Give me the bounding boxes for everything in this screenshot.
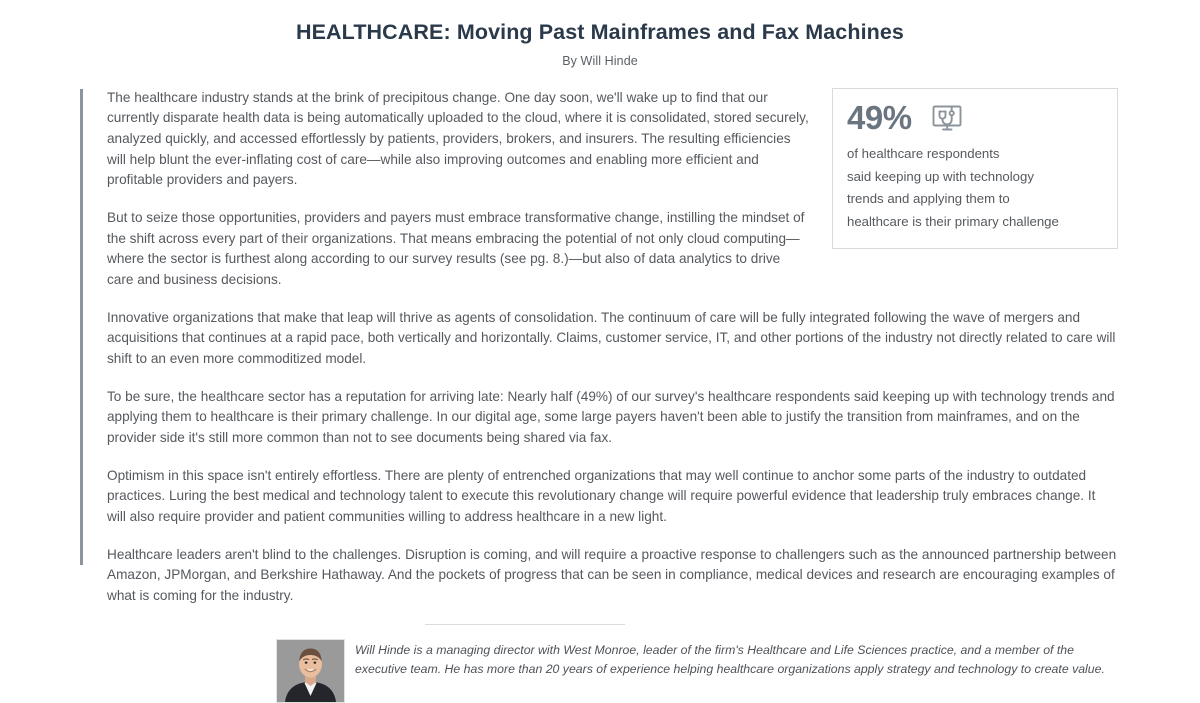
stat-callout-header — [847, 101, 1103, 135]
stat-callout-box — [832, 88, 1118, 249]
stat-line-1: of healthcare respondents — [847, 145, 1000, 161]
stat-line-3: trends and applying them to — [847, 191, 1010, 207]
article-body — [80, 88, 1118, 607]
bio-divider — [425, 624, 625, 625]
paragraph-3: Innovative organizations that make that leap will thrive as agents of consolidation. The continuum of care will be fully integrated following the wave of mergers and acquisitions that continues at a rapid pace, both vertically and horizontally. Claims, customer service, IT, and other portions of the industry not directly related to care will shift to an even more commoditized model. — [107, 309, 1116, 367]
left-accent-bar — [80, 89, 83, 565]
document-header — [0, 0, 1200, 68]
author-bio — [276, 639, 1106, 703]
avatar — [276, 639, 345, 703]
page-title: HEALTHCARE: Moving Past Mainframes and Fax Machines — [295, 20, 904, 44]
author-bio-text: Will Hinde is a managing director with West Monroe, leader of the firm's Healthcare and Life Sciences practice, and a member of the executive team. He has more than 20 years of experience helping healthcare organizations apply strategy and technology to create value. — [355, 642, 1105, 677]
stat-line-4: healthcare is their primary challenge — [847, 213, 1059, 229]
stat-line-2: said keeping up with technology — [847, 168, 1034, 184]
byline: By Will Hinde — [562, 53, 638, 68]
paragraph-5: Optimism in this space isn't entirely effortless. There are plenty of entrenched organizations that may well continue to anchor some parts of the industry to outdated practices. Luring the best medical and technology talent to execute this revolutionary change will require powerful evidence that leadership truly embraces change. It will also require provider and patient communities willing to address healthcare in a new light. — [107, 467, 1096, 524]
paragraph-2: But to seize those opportunities, providers and payers must embrace transformative change, instilling the mindset of the shift across every part of their organizations. That means embracing the potential of not only cloud computing—where the sector is furthest along according to our survey results (see pg. 8.)—but also of data analytics to drive care and business decisions. — [107, 210, 805, 288]
paragraph-1: The healthcare industry stands at the brink of precipitous change. One day soon, we'll wake up to find that our currently disparate health data is being automatically uploaded to the cloud, where it is consolidated, stored securely, analyzed quickly, and accessed effortlessly by patients, providers, brokers, and insurers. The resulting efficiencies will help blunt the ever-inflating cost of care—while also improving outcomes and enabling more efficient and profitable providers and payers. — [107, 89, 809, 188]
stat-value: 49% — [847, 99, 912, 137]
author-headshot-illustration — [277, 640, 344, 702]
paragraph-4: To be sure, the healthcare sector has a reputation for arriving late: Nearly half (49%) of our survey's healthcare respondents said keeping up with technology trends and applying them to healthcare is their primary challenge. In our digital age, some large payers haven't been able to justify the transition from mainframes, and on the provider side it's still more common than not to see documents being shared via fax. — [107, 388, 1115, 445]
paragraph-6: Healthcare leaders aren't blind to the challenges. Disruption is coming, and will require a proactive response to challengers such as the announced partnership between Amazon, JPMorgan, and Berkshire Hathaway. And the pockets of progress that can be seen in compliance, medical devices and research are encouraging examples of what is coming for the industry. — [107, 546, 1117, 603]
stat-callout-description — [847, 143, 1103, 234]
monitor-stethoscope-icon — [930, 101, 970, 135]
